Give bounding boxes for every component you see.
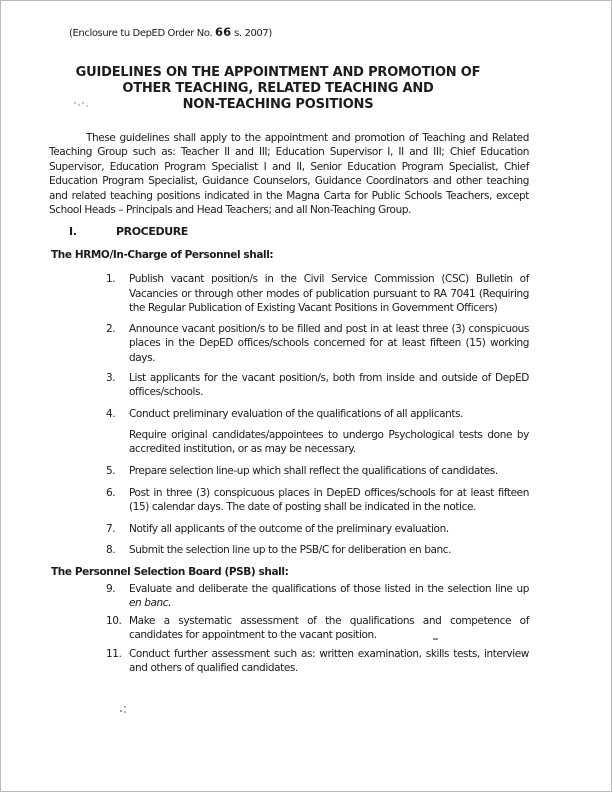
list-item-11 — [49, 647, 529, 676]
section-number: I. — [69, 225, 77, 238]
item-number: 3. — [106, 371, 116, 384]
list-item-8 — [49, 543, 529, 558]
item-text: Conduct preliminary evaluation of the qualifications of all applicants. — [129, 407, 464, 420]
list-item-6 — [49, 486, 529, 515]
item-number: 5. — [106, 464, 116, 477]
scan-artifact — [120, 710, 122, 712]
item-text: Conduct further assessment such as: written examination, skills tests, interview and others of qualified candidates. — [129, 647, 529, 674]
enclosure-note-suffix: s. 2007) — [231, 28, 272, 39]
title-line-2: OTHER TEACHING, RELATED TEACHING AND — [122, 80, 434, 96]
psb-heading: The Personnel Selection Board (PSB) shall: — [51, 565, 289, 578]
item-text: Publish vacant position/s in the Civil Service Commission (CSC) Bulletin of Vacancies or through other modes of publication pursuant to RA 7041 (Requiring the Regular Publication of Existing Vacant Positions in Government Officers) — [129, 273, 529, 314]
list-item-5 — [49, 464, 529, 479]
document-title — [49, 65, 507, 113]
title-line-3: NON-TEACHING POSITIONS — [182, 96, 374, 112]
item-number: 4. — [106, 407, 116, 420]
item-text: Post in three (3) conspicuous places in DepED offices/schools for at least fifteen (15) calendar days. The date of posting shall be indicated in the notice. — [129, 486, 529, 513]
item-text: Notify all applicants of the outcome of the preliminary evaluation. — [129, 522, 449, 535]
list-item-3 — [49, 371, 529, 400]
list-item-9 — [49, 582, 529, 611]
list-item-1 — [49, 272, 529, 316]
psychological-test-note: Require original candidates/appointees to undergo Psychological tests done by accredited institution, or as may be necessary. — [129, 428, 529, 455]
item-text: Submit the selection line up to the PSB/C for deliberation en banc. — [129, 543, 452, 556]
intro-paragraph: These guidelines shall apply to the appointment and promotion of Teaching and Related Teaching Group such as: Teacher II and III; Education Supervisor I, II and III; Chief Education Supervisor, Education Program Specialist I and II, Senior Education Program Specialist, Chief Education Program Specialist, Guidance Counselors, Guidance Coordinators and other teaching and related teaching positions indicated in the Magna Carta for Public Schools Teachers, except School Heads – Principals and Head Teachers; and all Non-Teaching Group. — [49, 131, 529, 216]
title-line-1: GUIDELINES ON THE APPOINTMENT AND PROMOTION OF — [75, 64, 481, 80]
item-text: Announce vacant position/s to be filled and post in at least three (3) conspicuous places in the DepED offices/schools concerned for at least fifteen (15) working days. — [129, 322, 529, 364]
order-number: 66 — [214, 25, 232, 39]
list-item-4 — [49, 407, 529, 422]
list-item-7 — [49, 522, 529, 537]
scan-artifact — [74, 102, 76, 104]
item-text: List applicants for the vacant position/s, both from inside and outside of DepED offices/schools. — [129, 371, 529, 398]
item-number: 6. — [106, 486, 116, 499]
hrmo-heading: The HRMO/In-Charge of Personnel shall: — [51, 249, 274, 261]
item-text-regular: Evaluate and deliberate the qualifications of those listed in the selection line up — [129, 582, 529, 595]
enclosure-note — [69, 25, 529, 42]
scan-artifact — [433, 638, 438, 640]
item-number: 2. — [106, 322, 116, 335]
enclosure-note-prefix: (Enclosure tu DepED Order No. — [69, 28, 215, 39]
item-text-italic: en banc. — [129, 597, 172, 609]
list-item-10 — [49, 614, 529, 643]
list-item-2 — [49, 322, 529, 366]
item-number: 9. — [106, 582, 116, 595]
item-text: Prepare selection line-up which shall reflect the qualifications of candidates. — [129, 464, 498, 477]
item-number: 1. — [106, 273, 116, 285]
section-heading-procedure — [69, 225, 529, 240]
item-text — [129, 582, 529, 611]
item-number: 8. — [106, 543, 116, 556]
section-title: PROCEDURE — [116, 225, 188, 238]
item-number: 10. — [106, 614, 122, 627]
item-number: 7. — [106, 522, 116, 535]
item-text: Make a systematic assessment of the qualifications and competence of candidates for appointment to the vacant position. — [129, 614, 529, 641]
item-number: 11. — [106, 647, 122, 660]
